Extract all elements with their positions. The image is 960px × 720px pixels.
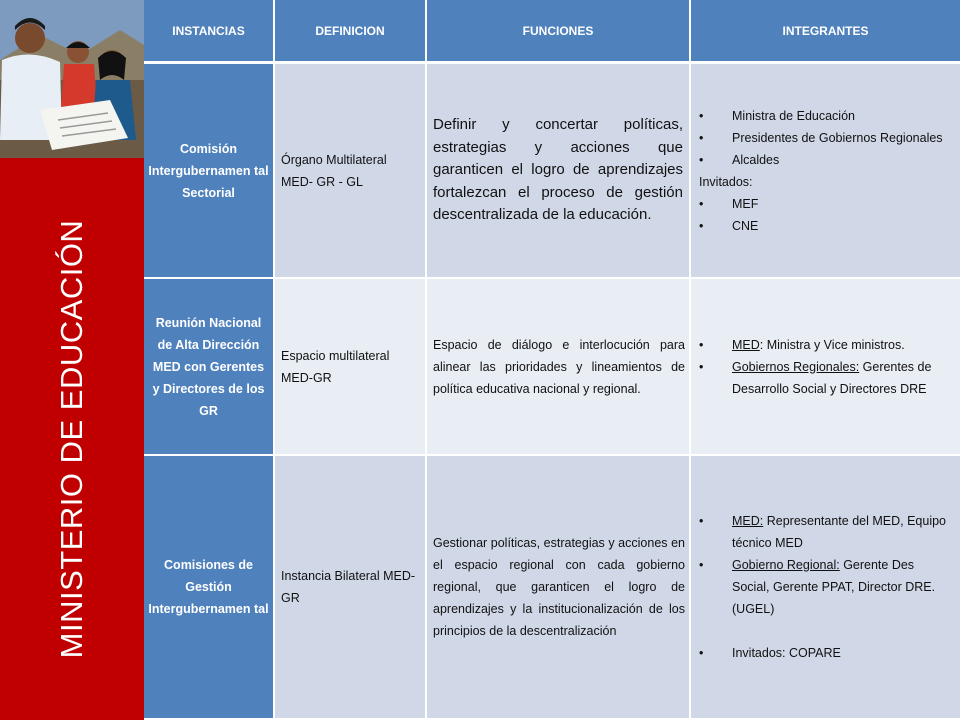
row3-definicion [275,456,427,720]
header-definicion: DEFINICION [275,0,427,64]
row3-integrantes [691,456,960,720]
row2-definicion-text: Espacio multilateral MED-GR [281,348,390,385]
list-item [699,510,946,554]
row2-funciones [427,279,691,456]
row1-instancia-text: Comisión Intergubernamen tal Sectorial [148,141,269,200]
row2-definicion [275,279,427,456]
teacher-with-children-photo [0,0,144,158]
member-label: MED: [732,514,764,528]
member-label: MED [732,337,760,352]
row2-integrantes [691,279,960,456]
list-item [699,334,946,356]
invitados-label: Invitados: [699,174,753,189]
row1-definicion-text: Órgano Multilateral MED- GR - GL [281,152,387,189]
list-item [699,554,946,620]
list-item [699,356,946,400]
row3-definicion-text: Instancia Bilateral MED-GR [281,569,416,605]
member-text: Gerentes de Desarrollo Social y Directores DRE [732,359,932,396]
row1-instancia [144,64,275,279]
row3-funciones [427,456,691,720]
row2-funciones-text: Espacio de diálogo e interlocución para alinear las prioridades y lineamientos de política educativa nacional y regional. [433,337,685,396]
instances-table [144,0,960,720]
row1-funciones [427,64,691,279]
row1-definicion [275,64,427,279]
row2-instancia-text: Reunión Nacional de Alta Dirección MED con Gerentes y Directores de los GR [152,315,265,418]
ministry-vertical-title: MINISTERIO DE EDUCACIÓN [54,219,89,659]
row3-instancia-text: Comisiones de Gestión Intergubernamen tal [148,558,269,616]
member-text: Gerente Des Social, Gerente PPAT, Director DRE. (UGEL) [732,558,936,616]
member-text: : Ministra y Vice ministros. [759,337,905,352]
row3-funciones-text: Gestionar políticas, estrategias y acciones en el espacio regional con cada gobierno regional, que garanticen el logro de aprendizajes y la institucionalización de los principios de la descentralización [433,536,685,638]
member-label: Gobiernos Regionales: [732,359,860,374]
list-item: • MEF [699,193,946,215]
header-instancias: INSTANCIAS [144,0,275,64]
photo-illustration [0,0,144,158]
member-label: Gobierno Regional: [732,558,840,572]
row2-instancia [144,279,275,456]
row1-integrantes [691,64,960,279]
list-item: • Presidentes de Gobiernos Regionales [699,127,946,149]
list-item: • Alcaldes [699,149,946,171]
list-item: • CNE [699,215,946,237]
row1-funciones-text: Definir y concertar políticas, estrategias y acciones que garanticen el logro de aprendizajes fortalezcan el proceso de gestión descentralizada de la educación. [433,116,683,224]
list-item: • Ministra de Educación [699,105,946,127]
spacer [699,620,946,642]
header-integrantes: INTEGRANTES [691,0,960,64]
member-text: Representante del MED, Equipo técnico MED [732,514,946,550]
header-funciones: FUNCIONES [427,0,691,64]
row3-instancia [144,456,275,720]
list-item: • Invitados: COPARE [699,642,946,664]
